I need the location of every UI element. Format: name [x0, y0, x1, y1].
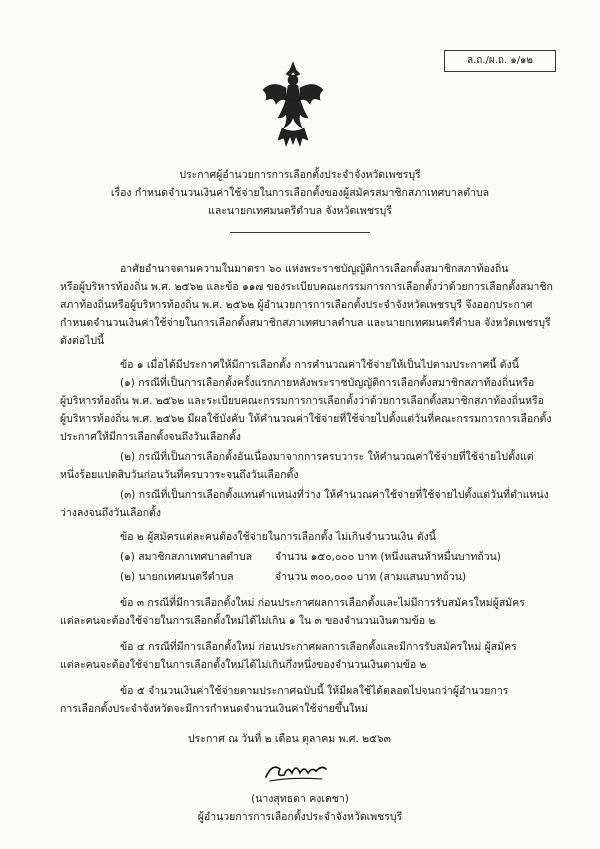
- header-title: ประกาศผู้อำนวยการการเลือกตั้งประจำจังหวัดเพชรบุรี: [179, 169, 421, 181]
- paragraph-line: ผู้บริหารท้องถิ่น พ.ศ. ๒๕๖๒ มีผลใช้บังคับ ให้คำนวณค่าใช้จ่ายที่ใช้จ่ายไปตั้งแต่วันที่คณะกรรมการการเลือกตั้ง: [60, 413, 552, 425]
- paragraph-line: แต่ละคนจะต้องใช้จ่ายในการเลือกตั้งใหม่ได้ไม่เกินกึ่งหนึ่งของจำนวนเงินตามข้อ ๒: [60, 659, 427, 671]
- paragraph-line: หนึ่งร้อยแปดสิบวันก่อนวันที่ครบวาระจนถึงวันเลือกตั้ง: [60, 469, 299, 481]
- clause-4: ข้อ ๔ กรณีที่มีการเลือกตั้งใหม่ ก่อนประกาศผลการเลือกตั้งและมีการรับสมัครใหม่ ผู้สมัคร: [120, 641, 517, 653]
- paragraph-line: อาศัยอำนาจตามความในมาตรา ๖๐ แห่งพระราชบัญญัติการเลือกตั้งสมาชิกสภาท้องถิ่น: [120, 263, 509, 275]
- signatory-name: (นางสุทธดา คงเดชา): [251, 793, 349, 805]
- clause-2-item-2-label: (๒) นายกเทศมนตรีตำบล: [120, 571, 234, 583]
- announcement-date: ประกาศ ณ วันที่ ๒ เดือน ตุลาคม พ.ศ. ๒๕๖๓: [188, 733, 391, 745]
- clause-1-item-3: (๓) กรณีที่เป็นการเลือกตั้งแทนตำแหน่งที่ว่าง ให้คำนวณค่าใช้จ่ายที่ใช้จ่ายไปตั้งแต่วันที่ตำแหน่ง: [120, 489, 549, 501]
- paragraph-line: สภาท้องถิ่นหรือผู้บริหารท้องถิ่น พ.ศ. ๒๕๖๒ ผู้อำนวยการการเลือกตั้งประจำจังหวัดเพชรบุรี จึงออกประกาศ: [60, 299, 533, 311]
- paragraph-line: ดังต่อไปนี้: [60, 335, 105, 347]
- clause-2-item-1-label: (๑) สมาชิกสภาเทศบาลตำบล: [120, 551, 253, 563]
- paragraph-line: ว่างลงจนถึงวันเลือกตั้ง: [60, 507, 162, 519]
- paragraph-line: การเลือกตั้งประจำจังหวัดจะมีการกำหนดจำนวนเงินค่าใช้จ่ายขึ้นใหม่: [60, 703, 369, 715]
- clause-3: ข้อ ๓ กรณีที่มีการเลือกตั้งใหม่ ก่อนประกาศผลการเลือกตั้งและไม่มีการรับสมัครใหม่ผู้สมัคร: [120, 597, 525, 609]
- clause-2-item-1-amount: จำนวน ๑๕๐,๐๐๐ บาท (หนึ่งแสนห้าหมื่นบาทถ้วน): [275, 551, 501, 563]
- paragraph-line: ประกาศให้มีการเลือกตั้งจนถึงวันเลือกตั้ง: [60, 431, 241, 443]
- clause-1-item-2: (๒) กรณีที่เป็นการเลือกตั้งอันเนื่องมาจากการครบวาระ ให้คำนวณค่าใช้จ่ายที่ใช้จ่ายไปตั้งแต่: [120, 451, 534, 463]
- garuda-emblem-icon: [260, 60, 326, 150]
- clause-1: ข้อ ๑ เมื่อได้มีประกาศให้มีการเลือกตั้ง การคำนวณค่าใช้จ่ายให้เป็นไปตามประกาศนี้ ดังนี้: [120, 359, 519, 371]
- clause-1-item-1: (๑) กรณีที่เป็นการเลือกตั้งครั้งแรกภายหลังพระราชบัญญัติการเลือกตั้งสมาชิกสภาท้องถิ่นหรือ: [120, 377, 535, 389]
- paragraph-line: กำหนดจำนวนเงินค่าใช้จ่ายในการเลือกตั้งสมาชิกสภาเทศบาลตำบล และนายกเทศมนตรีตำบล จังหวัดเพชรบุรี: [60, 317, 551, 329]
- paragraph-line: ผู้บริหารท้องถิ่น พ.ศ. ๒๕๖๒ และระเบียบคณะกรรมการการเลือกตั้งว่าด้วยการเลือกตั้งสมาชิกสภาท้องถิ่นหรือ: [60, 395, 544, 407]
- clause-2: ข้อ ๒ ผู้สมัครแต่ละคนต้องใช้จ่ายในการเลือกตั้ง ไม่เกินจำนวนเงิน ดังนี้: [120, 531, 436, 543]
- paragraph-line: หรือผู้บริหารท้องถิ่น พ.ศ. ๒๕๖๒ และข้อ ๑๑๗ ของระเบียบคณะกรรมการการเลือกตั้งว่าด้วยการเลือกตั้งสมาชิก: [60, 281, 553, 293]
- header-subject: เรื่อง กำหนดจำนวนเงินค่าใช้จ่ายในการเลือกตั้งของผู้สมัครสมาชิกสภาเทศบาลตำบล: [110, 187, 490, 199]
- signature-icon: [262, 755, 330, 785]
- clause-5: ข้อ ๕ จำนวนเงินค่าใช้จ่ายตามประกาศฉบับนี้ ให้มีผลใช้ได้ตลอดไปจนกว่าผู้อำนวยการ: [120, 685, 509, 697]
- reference-number-box: ล.ถ./ผ.ถ. ๑/๑๒: [444, 50, 556, 72]
- signatory-title: ผู้อำนวยการการเลือกตั้งประจำจังหวัดเพชรบุรี: [197, 811, 403, 823]
- paragraph-line: แต่ละคนจะต้องใช้จ่ายในการเลือกตั้งใหม่ได้ไม่เกิน ๑ ใน ๓ ของจำนวนเงินตามข้อ ๒: [60, 615, 436, 627]
- header-subject-cont: และนายกเทศมนตรีตำบล จังหวัดเพชรบุรี: [208, 205, 392, 217]
- clause-2-item-2-amount: จำนวน ๓๐๐,๐๐๐ บาท (สามแสนบาทถ้วน): [275, 571, 467, 583]
- header-divider: [230, 232, 370, 233]
